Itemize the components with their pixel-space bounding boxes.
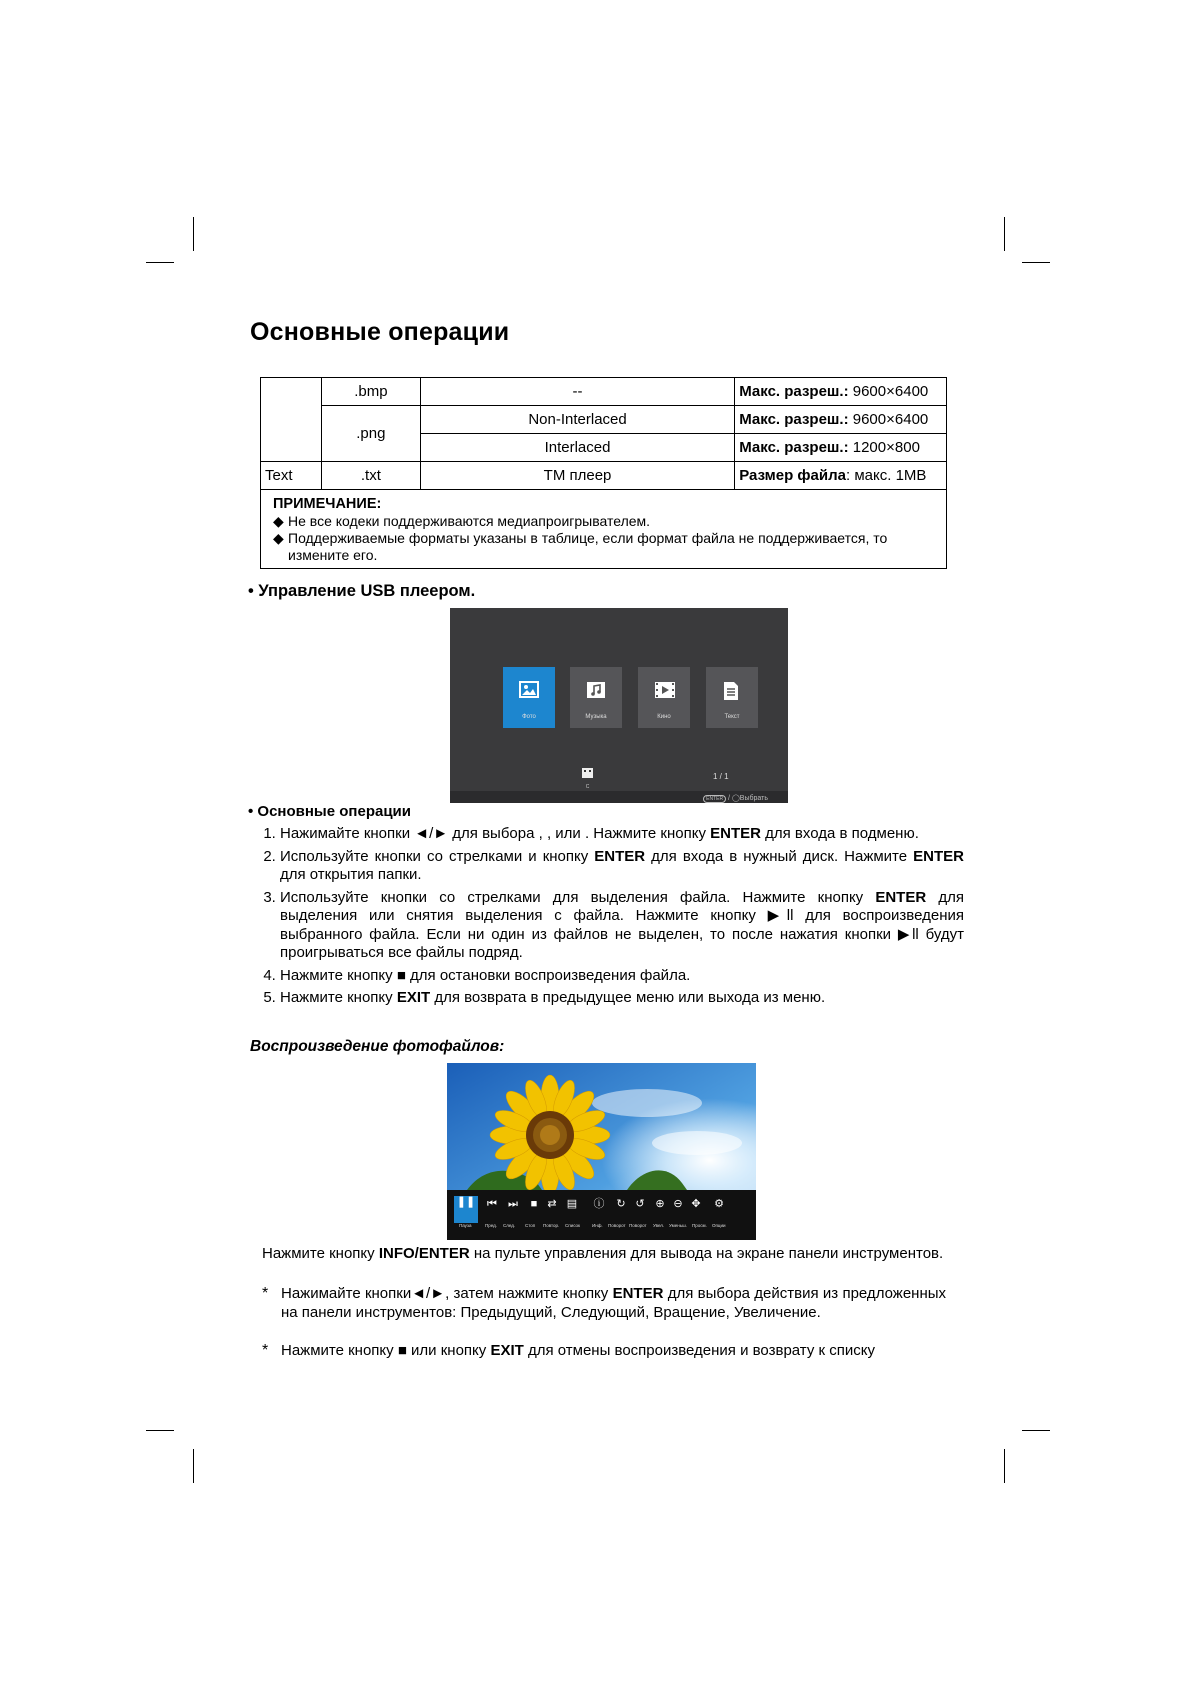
- note-row: [261, 490, 947, 569]
- spec-label: Макс. разреш.:: [739, 383, 849, 400]
- spec-cell: [735, 462, 947, 490]
- note-text: Поддерживаемые форматы указаны в таблице, если формат файла не поддерживается, то измените его.: [288, 530, 888, 563]
- ext-cell: .txt: [321, 462, 420, 490]
- step-text: для выделения или снятия выделения с файла. Нажмите кнопку ▶ll для воспроизведения выбранного файла. Если ни один из файлов не выделен, то после нажатия кнопки ▶ll будут проигрываться все файлы подряд.: [280, 888, 964, 961]
- list-item: [280, 848, 964, 885]
- page-indicator: 1 / 1: [713, 772, 729, 781]
- step-text: для входа в нужный диск. Нажмите: [645, 847, 914, 865]
- step-text: Используйте кнопки со стрелками и кнопку: [280, 847, 595, 865]
- tile-label: Музыка: [585, 714, 607, 720]
- step-key: ENTER: [710, 825, 761, 842]
- playlist-button[interactable]: [565, 1198, 579, 1210]
- toolbar-label: Опции: [712, 1223, 726, 1228]
- crop-mark: [146, 1430, 174, 1431]
- hint-text: Выбрать: [739, 795, 768, 802]
- toolbar-label: Пред.: [485, 1223, 498, 1228]
- spec-value: 1200×800: [852, 439, 920, 456]
- spec-cell: [735, 434, 947, 462]
- step-text: для открытия папки.: [280, 866, 422, 883]
- note-text: Не все кодеки поддерживаются медиапроигрывателем.: [288, 513, 651, 529]
- rotate-right-button[interactable]: [614, 1198, 628, 1210]
- toolbar-label: Поворот: [629, 1223, 647, 1228]
- star-bullet: *: [262, 1342, 269, 1359]
- hint-separator: /: [728, 795, 730, 802]
- step-key: EXIT: [396, 989, 431, 1006]
- mode-cell: TM плеер: [420, 462, 734, 490]
- list-icon: ▤: [566, 1198, 578, 1210]
- para-text: Нажмите кнопку: [262, 1245, 379, 1262]
- rotate-left-button[interactable]: [633, 1198, 647, 1210]
- ops-section-heading: • Основные операции: [248, 803, 411, 820]
- mode-cell: Interlaced: [420, 434, 734, 462]
- tile-label: Кино: [657, 714, 671, 720]
- photo-toolbar: [447, 1190, 756, 1240]
- stop-icon: ■: [530, 1198, 538, 1210]
- step-text: Нажмите кнопку: [280, 989, 397, 1006]
- tile-label: Фото: [522, 714, 536, 720]
- step-key: ENTER: [913, 847, 964, 865]
- tile-text[interactable]: [706, 667, 758, 728]
- step-text: для возврата в предыдущее меню или выхода из меню.: [430, 989, 826, 1006]
- toolbar-label: Пауза: [459, 1223, 472, 1228]
- step-text: Нажмите кнопку ■ для остановки воспроизведения файла.: [280, 966, 691, 984]
- toolbar-label: Просм.: [692, 1223, 707, 1228]
- next-icon: ⏭: [508, 1198, 518, 1210]
- para-text: Нажмите кнопку ■ или кнопку: [281, 1342, 491, 1359]
- crop-mark: [1022, 262, 1050, 263]
- spec-value: макс. 1MB: [854, 467, 927, 484]
- step-text: Нажимайте кнопки ◄/► для выбора , , или . Нажмите кнопку: [280, 825, 711, 842]
- list-item: [280, 889, 964, 963]
- diamond-bullet-icon: ◆: [273, 513, 284, 529]
- next-button[interactable]: [506, 1198, 520, 1210]
- crop-mark: [146, 262, 174, 263]
- rotate-cw-icon: ↻: [616, 1198, 626, 1210]
- table-row: [261, 406, 947, 434]
- move-icon: ✥: [691, 1198, 701, 1210]
- exit-paragraph: [262, 1342, 946, 1361]
- select-paragraph: [262, 1285, 946, 1322]
- photo-playback-screen: [447, 1063, 756, 1240]
- toolbar-label: Стоп: [525, 1223, 536, 1228]
- music-icon: [586, 681, 606, 699]
- stop-button[interactable]: [527, 1198, 541, 1210]
- repeat-button[interactable]: [545, 1198, 559, 1210]
- spec-value: 9600×6400: [852, 411, 929, 428]
- enter-key-icon: ENTER: [703, 795, 726, 803]
- toolbar-label: Повтор.: [543, 1223, 560, 1228]
- diamond-bullet-icon: ◆: [273, 530, 284, 546]
- steps-list: [262, 825, 964, 1012]
- format-table: [260, 377, 947, 569]
- note-item: [273, 513, 936, 530]
- crop-mark: [193, 217, 194, 251]
- tile-label: Текст: [724, 714, 740, 720]
- rotate-ccw-icon: ↺: [635, 1198, 645, 1210]
- spec-value: 9600×6400: [852, 383, 929, 400]
- para-text: для отмены воспроизведения и возврату к списку: [523, 1342, 875, 1359]
- crop-mark: [1022, 1430, 1050, 1431]
- toolbar-label: Список: [565, 1223, 580, 1228]
- usb-drive-icon: [581, 767, 594, 779]
- star-bullet: *: [262, 1285, 269, 1302]
- para-text: на пульте управления для вывода на экране панели инструментов.: [469, 1245, 944, 1262]
- info-icon: ⓘ: [593, 1198, 605, 1210]
- para-text: для выбора действия из предложенных на панели инструментов: Предыдущий, Следующий, Вращение, Увеличение.: [281, 1285, 947, 1321]
- step-key: ENTER: [875, 888, 927, 906]
- spec-separator: :: [846, 467, 851, 484]
- para-key: EXIT: [490, 1342, 524, 1359]
- tile-music[interactable]: [570, 667, 622, 728]
- crop-mark: [1004, 1449, 1005, 1483]
- usb-player-screen: [450, 608, 788, 803]
- options-button[interactable]: [712, 1198, 726, 1210]
- pause-icon: ❚❚: [456, 1196, 476, 1208]
- para-text: Нажимайте кнопки◄/►, затем нажмите кнопку: [281, 1285, 613, 1302]
- toolbar-label: Увел.: [653, 1223, 665, 1228]
- list-item: [280, 989, 964, 1008]
- list-item: [280, 967, 964, 986]
- pan-button[interactable]: [689, 1198, 703, 1210]
- zoom-out-icon: ⊖: [673, 1198, 683, 1210]
- tile-movie[interactable]: [638, 667, 690, 728]
- step-text: для входа в подменю.: [760, 825, 919, 842]
- toolbar-label: След.: [503, 1223, 516, 1228]
- step-key: ENTER: [594, 847, 646, 865]
- spec-label: Макс. разреш.:: [739, 411, 849, 428]
- ext-cell: .png: [321, 406, 420, 462]
- hint-bar: [450, 791, 788, 803]
- page-title: Основные операции: [250, 318, 510, 346]
- toolbar-label: Уменьш.: [669, 1223, 687, 1228]
- usb-device[interactable]: [581, 766, 594, 790]
- type-cell: Text: [261, 462, 322, 490]
- zoom-out-button[interactable]: [671, 1198, 685, 1210]
- crop-mark: [1004, 217, 1005, 251]
- photo-section-heading: Воспроизведение фотофайлов:: [250, 1038, 505, 1055]
- spec-cell: [735, 406, 947, 434]
- table-row: [261, 378, 947, 406]
- ok-circle-icon: ◯: [731, 795, 740, 802]
- toolbar-label: Инф.: [592, 1223, 603, 1228]
- prev-button[interactable]: [485, 1198, 499, 1210]
- spec-cell: [735, 378, 947, 406]
- device-label: C: [585, 784, 590, 790]
- para-key: INFO/ENTER: [378, 1245, 470, 1262]
- type-cell: [261, 378, 322, 462]
- spec-label: Размер файла: [739, 467, 846, 484]
- pause-button[interactable]: [454, 1196, 478, 1223]
- zoom-in-button[interactable]: [653, 1198, 667, 1210]
- note-item: [273, 530, 936, 564]
- tile-photo[interactable]: [503, 667, 555, 728]
- mode-cell: --: [420, 378, 734, 406]
- table-row: [261, 462, 947, 490]
- movie-icon: [654, 681, 676, 699]
- info-button[interactable]: [592, 1198, 606, 1210]
- ext-cell: .bmp: [321, 378, 420, 406]
- photo-icon: [519, 681, 539, 698]
- text-icon: [722, 681, 740, 701]
- list-item: [280, 825, 964, 844]
- gear-icon: ⚙: [714, 1198, 724, 1210]
- note-cell: [261, 490, 947, 569]
- step-text: Используйте кнопки со стрелками для выделения файла. Нажмите кнопку: [280, 888, 876, 906]
- repeat-icon: ⇄: [547, 1198, 557, 1210]
- usb-section-heading: • Управление USB плеером.: [248, 582, 476, 600]
- note-heading: ПРИМЕЧАНИЕ:: [273, 496, 382, 512]
- zoom-in-icon: ⊕: [655, 1198, 665, 1210]
- toolbar-label: Поворот: [608, 1223, 626, 1228]
- info-paragraph: [262, 1245, 946, 1264]
- crop-mark: [193, 1449, 194, 1483]
- para-key: ENTER: [612, 1285, 664, 1302]
- spec-label: Макс. разреш.:: [739, 439, 849, 456]
- prev-icon: ⏮: [487, 1198, 497, 1210]
- select-hint: [703, 794, 768, 802]
- mode-cell: Non-Interlaced: [420, 406, 734, 434]
